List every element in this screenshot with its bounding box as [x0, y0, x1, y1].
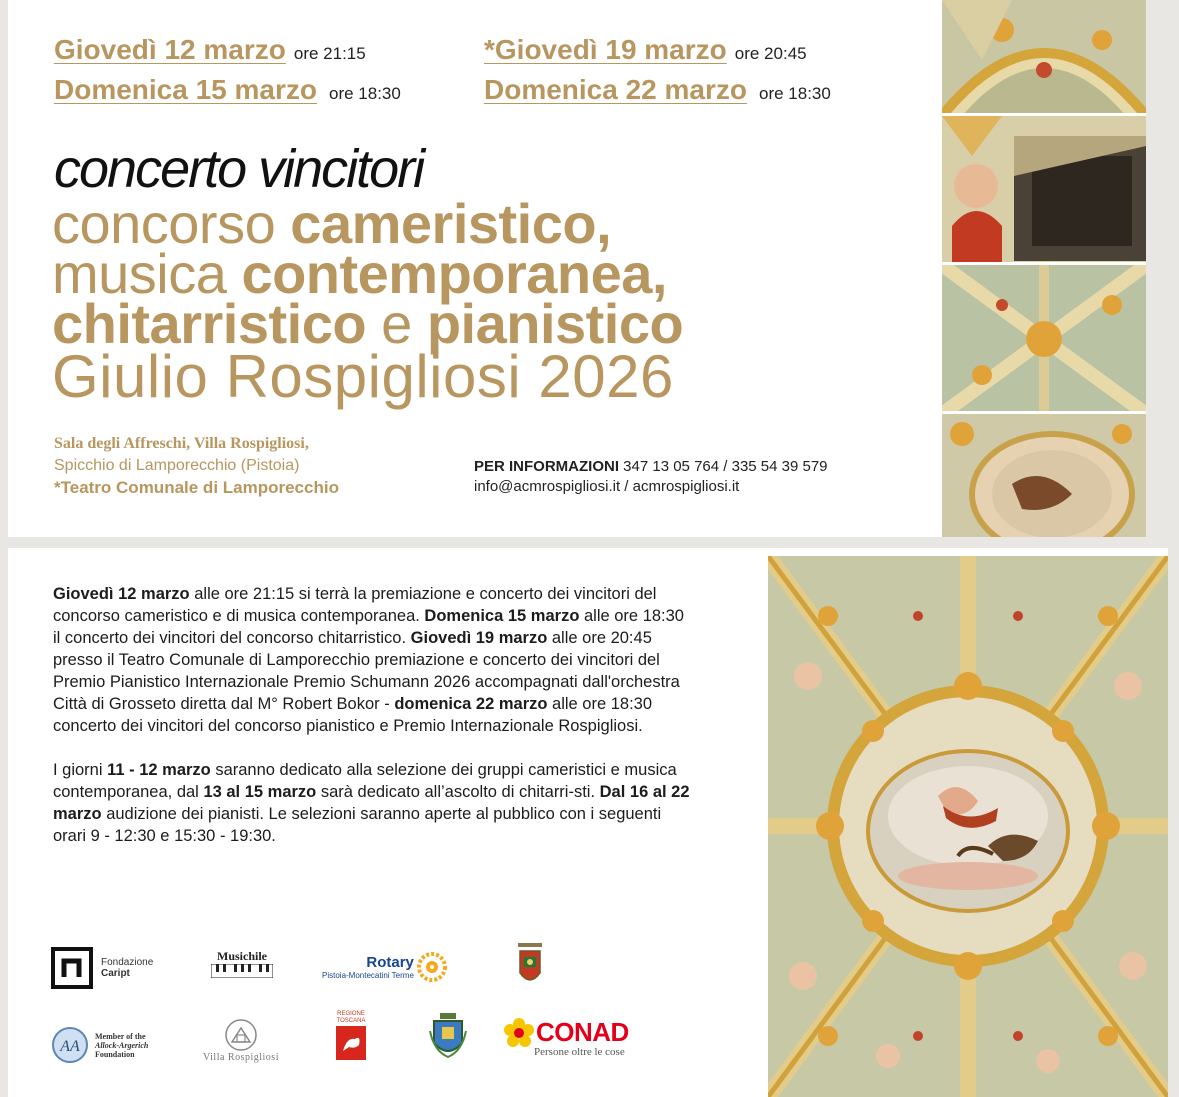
paragraph-schedule — [53, 583, 693, 737]
date-2: Domenica 15 marzo ore 18:30 — [54, 74, 401, 105]
daisy-icon — [504, 1018, 534, 1048]
emphasis-text: Giovedì 19 marzo — [410, 629, 548, 647]
venue-block — [54, 433, 339, 499]
comune-crest-icon — [428, 1011, 468, 1061]
rotary-wheel-icon — [417, 952, 447, 982]
body-text-run: alle ore 21:15 si terrà la premiazione e concerto dei vincitori del concorso cameristico e di musica contemporanea. — [53, 585, 657, 625]
paragraph-selections — [53, 759, 693, 847]
date-4: Domenica 22 marzo ore 18:30 — [484, 74, 831, 105]
venue-line-1: Sala degli Affreschi, Villa Rospigliosi, — [54, 435, 309, 452]
logo-rotary: Rotary Pistoia-Montecatini Terme — [322, 952, 447, 982]
logo-comune-crest — [428, 1011, 468, 1061]
fresco-image-strip — [942, 0, 1146, 537]
fresco-tile-4 — [942, 414, 1146, 537]
body-text-run: saranno dedicato alla selezione dei gruppi cameristici e musica contemporanea, dal — [53, 761, 677, 801]
body-text-run: alle ore 20:45 presso il Teatro Comunale di Lamporecchio premiazione e concerto dei vincitori del Premio Pianistico Internazionale Premio Schumann 2026 accompagnati dall'orchestra Città di Grosseto diretta dal M° Robert Bokor - — [53, 629, 680, 713]
emphasis-text: 11 - 12 marzo — [107, 761, 211, 779]
piano-keys-icon — [211, 964, 273, 978]
contact-info — [474, 457, 828, 497]
body-text-run: alle ore 18:30 il concerto dei vincitori del concorso chitarristico. — [53, 607, 684, 647]
logo-conad: CONAD Persone oltre le cose — [504, 1017, 629, 1058]
emphasis-text: 13 al 15 marzo — [203, 783, 317, 801]
date-3: *Giovedì 19 marzo ore 20:45 — [484, 34, 807, 65]
venue-line-2: Spicchio di Lamporecchio (Pistoia) — [54, 457, 300, 474]
event-details-panel — [8, 548, 1168, 1097]
info-contacts[interactable]: info@acmrospigliosi.it / acmrospigliosi.it — [474, 478, 740, 495]
title-concerto-vincitori: concerto vincitori — [54, 139, 424, 199]
emphasis-text: Giovedì 12 marzo — [53, 585, 190, 603]
venue-line-3: *Teatro Comunale di Lamporecchio — [54, 478, 339, 497]
title-line-contemporanea: musica contemporanea, — [52, 242, 667, 305]
caript-icon — [51, 947, 93, 989]
villa-emblem-icon — [224, 1018, 258, 1052]
fresco-tile-1 — [942, 0, 1146, 116]
logo-fondazione-caript: Fondazione Caript — [51, 947, 153, 989]
logo-argerich-foundation: AA Member of the Allock-Argerich Foundation — [51, 1026, 148, 1064]
date-1: Giovedì 12 marzo ore 21:15 — [54, 34, 366, 65]
fresco-tile-3 — [942, 265, 1146, 414]
emphasis-text: Domenica 15 marzo — [424, 607, 580, 625]
event-poster — [8, 0, 1146, 537]
svg-text:AA: AA — [60, 1038, 80, 1055]
logo-crest-municipality — [514, 939, 546, 991]
emphasis-text: domenica 22 marzo — [394, 695, 548, 713]
logo-musichile: Musichile — [208, 949, 276, 978]
body-text-run: I giorni — [53, 761, 108, 779]
title-giulio-rospigliosi: Giulio Rospigliosi 2026 — [52, 343, 674, 410]
info-phones: 347 13 05 764 / 335 54 39 579 — [623, 458, 828, 475]
argerich-icon — [51, 1026, 89, 1064]
title-line-cameristico: concorso cameristico, — [52, 192, 612, 255]
pegasus-flag-icon — [335, 1025, 367, 1061]
crest-icon — [514, 939, 546, 991]
body-text-run: sarà dedicato all’ascolto di chitarri-sti. — [316, 783, 600, 801]
body-text-run: audizione dei pianisti. Le selezioni saranno aperte al pubblico con i seguenti orari 9 - 12:30 e 15:30 - 19:30. — [53, 805, 662, 845]
fresco-ceiling-image — [768, 556, 1168, 1097]
emphasis-text: Dal 16 al 22 marzo — [53, 783, 690, 823]
logo-villa-rospigliosi: Villa Rospigliosi — [196, 1018, 286, 1063]
fresco-tile-2 — [942, 116, 1146, 265]
event-description — [53, 583, 693, 869]
logo-regione-toscana: REGIONE TOSCANA — [334, 1011, 368, 1061]
body-text-run: alle ore 18:30 concerto dei vincitori del concorso pianistico e Premio Internazionale Rospigliosi. — [53, 695, 653, 735]
info-label: PER INFORMAZIONI — [474, 458, 619, 475]
title-line-chitarristico: chitarristico e pianistico — [52, 292, 684, 355]
